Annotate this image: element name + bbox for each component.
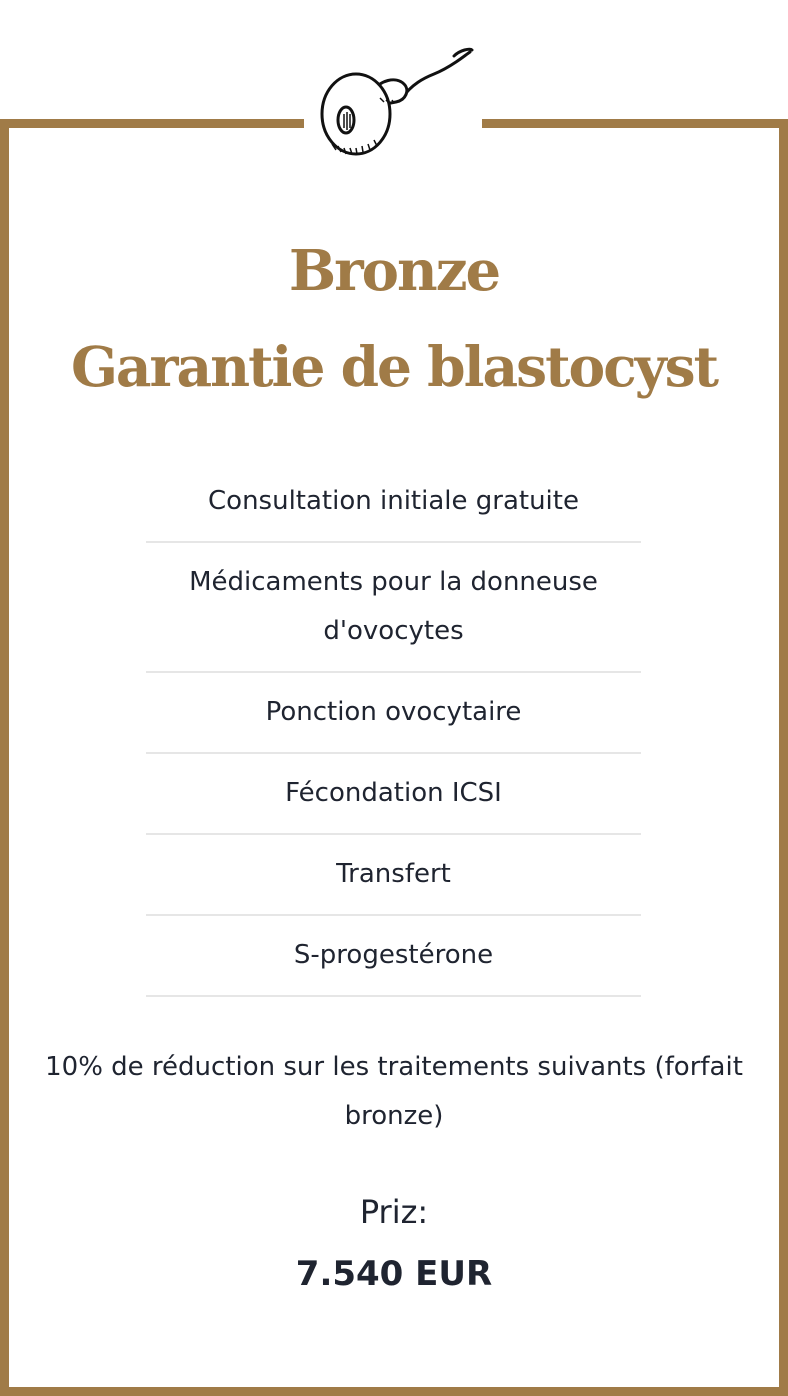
price-value: 7.540 EUR [295,1254,493,1294]
sperm-cell-icon [314,44,474,160]
price-label: Priz: [359,1193,429,1231]
feature-list [146,462,641,997]
feature-item: Consultation initiale gratuite [146,462,641,543]
feature-item: Médicaments pour la donneuse d'ovocytes [146,543,641,673]
plan-title: Bronze [288,238,500,304]
feature-item: Fécondation ICSI [146,754,641,835]
plan-subtitle: Garantie de blastocyst [70,334,718,399]
feature-item: Ponction ovocytaire [146,673,641,754]
discount-note: 10% de réduction sur les traitements suivants (forfait bronze) [45,1052,743,1131]
feature-item: Transfert [146,835,641,916]
feature-item: S-progestérone [146,916,641,997]
